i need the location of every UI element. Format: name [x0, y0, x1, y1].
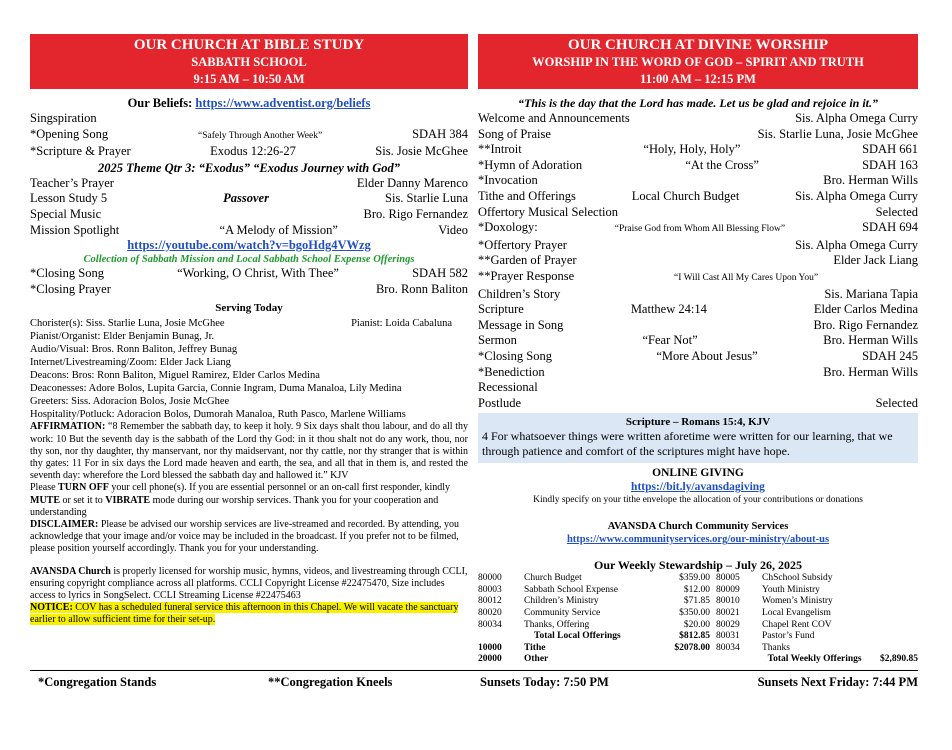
stewardship-row — [478, 643, 918, 655]
program-item: **Introit — [478, 142, 522, 157]
stewardship-label: Church Budget — [524, 573, 582, 584]
program-item: Tithe and Offerings — [478, 188, 576, 203]
program-row — [30, 223, 468, 239]
program-detail: “Working, O Christ, With Thee” — [177, 266, 339, 281]
stewardship-label: Community Service — [524, 608, 601, 619]
program-row — [478, 349, 918, 365]
program-detail: “Safely Through Another Week” — [198, 130, 323, 141]
stewardship-code-2: 80031 — [716, 631, 740, 642]
program-leader: Sis. Josie McGhee — [375, 144, 468, 159]
program-list-2 — [30, 176, 468, 238]
program-detail: “I Will Cast All My Cares Upon You” — [674, 272, 819, 283]
program-item: *Doxology: — [478, 220, 538, 235]
program-item: Song of Praise — [478, 126, 551, 141]
program-item: *Benediction — [478, 364, 545, 379]
weekly-total-cell — [644, 654, 918, 666]
program-item: *Scripture & Prayer — [30, 144, 131, 159]
program-leader: SDAH 582 — [412, 266, 468, 281]
program-leader: Sis. Starlie Luna — [385, 191, 468, 206]
stewardship-label-2: Thanks — [762, 642, 790, 653]
program-row — [30, 207, 468, 223]
program-row — [478, 220, 918, 238]
program-leader: Bro. Herman Wills — [823, 333, 918, 348]
stewardship-code-2: 80010 — [716, 596, 740, 607]
disclaimer-label: DISCLAIMER: — [30, 518, 99, 530]
phone-notice — [30, 482, 468, 519]
notice-label: NOTICE: — [30, 602, 73, 614]
stewardship-row — [478, 620, 918, 632]
program-row — [30, 144, 468, 160]
header-subtitle: WORSHIP IN THE WORD OF GOD – SPIRIT AND TRUTH — [532, 55, 864, 69]
stewardship-label: Other — [524, 654, 549, 665]
program-item: **Prayer Response — [478, 268, 575, 283]
program-row — [30, 282, 468, 298]
program-row — [478, 253, 918, 269]
program-leader: Sis. Alpha Omega Curry — [795, 111, 918, 125]
program-item: Mission Spotlight — [30, 222, 120, 237]
program-row — [478, 142, 918, 158]
program-row — [478, 396, 918, 412]
program-leader: Sis. Mariana Tapia — [824, 286, 918, 301]
scripture-title: Scripture – Romans 15:4, KJV — [625, 416, 771, 429]
sunset-today: Sunsets Today: 7:50 PM — [480, 675, 609, 689]
giving-note: Kindly specify on your tithe envelope the allocation of your contributions or donations — [533, 495, 863, 506]
program-row — [478, 205, 918, 221]
header-subtitle: SABBATH SCHOOL — [191, 55, 307, 69]
program-leader: Sis. Alpha Omega Curry — [795, 188, 918, 203]
stewardship-row — [478, 596, 918, 608]
stewardship-amount: $71.85 — [683, 596, 710, 607]
program-leader: SDAH 245 — [862, 348, 918, 363]
program-row — [478, 238, 918, 254]
serving-item: Audio/Visual: Bros. Ronn Baliton, Jeffrey Bunag — [30, 344, 238, 356]
program-leader: Selected — [875, 204, 918, 219]
program-item: Postlude — [478, 395, 522, 410]
program-row — [30, 191, 468, 207]
stewardship-code: 80003 — [478, 584, 502, 595]
stewardship-label-2: Women’s Ministry — [762, 596, 833, 607]
license-label: AVANSDA Church — [30, 565, 111, 577]
online-giving-title: ONLINE GIVING — [652, 467, 744, 480]
program-row — [478, 380, 918, 396]
serving-item: Deaconesses: Adore Bolos, Lupita Garcia, Connie Ingram, Duma Manaloa, Lily Medina — [30, 383, 402, 395]
program-row — [478, 318, 918, 334]
stewardship-code: 80000 — [478, 573, 502, 584]
footer-divider — [30, 670, 918, 671]
stewardship-row — [478, 585, 918, 597]
header-time: 9:15 AM – 10:50 AM — [193, 72, 305, 86]
stewardship-amount: $350.00 — [679, 608, 710, 619]
program-list-3 — [30, 266, 468, 297]
weekly-total-amount: $2,890.85 — [880, 654, 918, 665]
stewardship-row — [478, 573, 918, 585]
program-row — [478, 189, 918, 205]
stewardship-code-2: 80034 — [716, 642, 740, 653]
program-item: *Closing Song — [30, 266, 104, 281]
stewardship-title: Our Weekly Stewardship – July 26, 2025 — [594, 558, 802, 573]
beliefs-line — [30, 95, 468, 111]
theme-line: 2025 Theme Qtr 3: “Exodus” “Exodus Journey with God” — [97, 160, 401, 175]
notice-text: COV has a scheduled funeral service this afternoon in this Chapel. We will vacate the sanctuary earlier to allow sufficient time for their set-up. — [30, 602, 459, 626]
chorister: Chorister(s): Siss. Starlie Luna, Josie McGhee — [30, 318, 225, 330]
program-row — [30, 266, 468, 282]
divine-worship-column — [478, 34, 918, 666]
program-item: Offertory Musical Selection — [478, 204, 619, 219]
stewardship-total-row — [478, 654, 918, 666]
collection-note: Collection of Sabbath Mission and Local Sabbath School Expense Offerings — [83, 254, 415, 266]
program-item: *Opening Song — [30, 126, 109, 141]
beliefs-link[interactable]: https://www.adventist.org/beliefs — [195, 96, 371, 110]
program-item: Singspiration — [30, 111, 97, 125]
worship-program-list — [478, 111, 918, 411]
program-item: *Hymn of Adoration — [478, 157, 583, 172]
serving-item: Greeters: Siss. Adoracion Bolos, Josie McGhee — [30, 396, 230, 408]
youtube-link-row — [30, 238, 468, 253]
stewardship-label-2: Local Evangelism — [762, 608, 831, 619]
program-detail: “A Melody of Mission” — [219, 222, 338, 237]
community-services-title: AVANSDA Church Community Services — [607, 521, 789, 533]
program-leader: SDAH 163 — [862, 157, 918, 172]
stewardship-code: 10000 — [478, 642, 502, 653]
program-leader: Bro. Herman Wills — [823, 364, 918, 379]
program-detail: “At the Cross” — [685, 157, 759, 172]
program-row — [30, 111, 468, 127]
stewardship-amount: $12.00 — [683, 584, 710, 595]
program-leader: Sis. Alpha Omega Curry — [795, 237, 918, 252]
phone-text-3: or set it to — [60, 494, 106, 506]
header-title: OUR CHURCH AT BIBLE STUDY — [133, 37, 365, 53]
program-row — [30, 176, 468, 192]
program-detail: “Fear Not” — [642, 333, 698, 348]
stewardship-label: Children’s Ministry — [524, 596, 599, 607]
stewardship-label-2: Pastor’s Fund — [762, 631, 815, 642]
stewardship-code: 80020 — [478, 608, 502, 619]
program-row — [478, 287, 918, 303]
stewardship-amount: $2078.00 — [674, 642, 710, 653]
congregation-stands-note: *Congregation Stands — [38, 675, 157, 689]
stewardship-code-2: 80021 — [716, 608, 740, 619]
phone-bold-2: MUTE — [30, 494, 60, 506]
program-row — [478, 173, 918, 189]
program-item: Message in Song — [478, 317, 564, 332]
program-item: Children’s Story — [478, 286, 561, 301]
program-leader: Bro. Herman Wills — [823, 173, 918, 188]
serving-item: Hospitality/Potluck: Adoracion Bolos, Dumorah Manaloa, Ruth Pasco, Marlene Williams — [30, 409, 406, 421]
program-leader: Bro. Rigo Fernandez — [813, 317, 918, 332]
disclaimer — [30, 519, 468, 556]
serving-item: Pianist/Organist: Elder Benjamin Bunag, Jr. — [30, 331, 215, 343]
stewardship-code: 80012 — [478, 596, 502, 607]
stewardship-code — [478, 631, 524, 643]
program-row — [478, 302, 918, 318]
phone-bold-1: TURN OFF — [58, 482, 109, 494]
scripture-box — [478, 413, 918, 463]
program-leader: SDAH 661 — [862, 142, 918, 157]
serving-item: Deacons: Bros: Ronn Baliton, Miguel Ramirez, Elder Carlos Medina — [30, 370, 320, 382]
program-row — [478, 111, 918, 127]
program-item: *Offertory Prayer — [478, 237, 567, 252]
sunset-next-friday: Sunsets Next Friday: 7:44 PM — [757, 675, 918, 689]
program-leader: Elder Jack Liang — [833, 253, 918, 268]
program-item: *Closing Song — [478, 348, 552, 363]
program-item: Welcome and Announcements — [478, 111, 630, 125]
program-list-1 — [30, 111, 468, 160]
youtube-link[interactable]: https://youtube.com/watch?v=bgoHdg4VWzg — [127, 238, 371, 253]
pianist: Pianist: Loida Cabaluna — [351, 318, 452, 330]
program-detail: Exodus 12:26-27 — [210, 144, 296, 159]
program-item: Special Music — [30, 206, 102, 221]
program-row — [478, 365, 918, 381]
program-detail: Matthew 24:14 — [630, 302, 707, 317]
program-leader: Sis. Starlie Luna, Josie McGhee — [757, 126, 918, 141]
giving-link[interactable]: https://bit.ly/avansdagiving — [631, 481, 765, 494]
stewardship-row — [478, 608, 918, 620]
program-detail: “Holy, Holy, Holy” — [643, 142, 741, 157]
program-detail: Local Church Budget — [631, 188, 740, 203]
phone-text-1: Please — [30, 482, 59, 494]
program-item: Lesson Study 5 — [30, 191, 108, 206]
stewardship-amount: $812.85 — [679, 631, 710, 642]
stewardship-code-2: 80009 — [716, 584, 740, 595]
phone-text-2: your cell phone(s). If you are essential personnel or an on-call first responder, kindly — [108, 482, 451, 494]
serving-title: Serving Today — [215, 302, 283, 315]
affirmation-label: AFFIRMATION: — [30, 421, 106, 433]
program-row — [478, 269, 918, 287]
stewardship-label-2: Chapel Rent COV — [762, 619, 832, 630]
program-item: Teacher’s Prayer — [30, 175, 114, 190]
worship-quote: “This is the day that the Lord has made. Let us be glad and rejoice in it.” — [517, 96, 878, 110]
program-item: *Invocation — [478, 173, 538, 188]
beliefs-label: Our Beliefs: — [127, 96, 193, 110]
bible-study-header — [30, 34, 468, 89]
stewardship-code-2: 80005 — [716, 573, 740, 584]
stewardship-amount: $359.00 — [679, 573, 710, 584]
stewardship-row — [478, 631, 918, 643]
program-leader: SDAH 384 — [412, 126, 468, 141]
stewardship-label-2: ChSchool Subsidy — [762, 573, 833, 584]
stewardship-code-2: 80029 — [716, 619, 740, 630]
giving-link-row — [478, 480, 918, 494]
affirmation — [30, 421, 468, 482]
program-row — [478, 127, 918, 143]
scripture-text: 4 For whatsoever things were written aforetime were written for our learning, that we through patience and comfort of the scriptures might have hope. — [482, 429, 893, 459]
phone-bold-3: VIBRATE — [105, 494, 151, 506]
stewardship-label: Sabbath School Expense — [524, 584, 618, 595]
program-detail: “Praise God from Whom All Blessing Flow” — [614, 224, 786, 235]
stewardship-label: Total Local Offerings — [534, 631, 621, 642]
stewardship-label-2: Youth Ministry — [762, 584, 820, 595]
program-item: Sermon — [478, 333, 517, 348]
license-text: is properly licensed for worship music, hymns, videos, and livestreaming through CCLI, ensuring copyright compliance across all platforms. CCLI Copyright License #22475470, Size includes access to lyrics in SongSelect. CCLI Streaming License #22475463 — [30, 565, 468, 601]
program-row — [478, 158, 918, 174]
program-item: **Garden of Prayer — [478, 253, 577, 268]
divine-worship-header — [478, 34, 918, 89]
weekly-total-label: Total Weekly Offerings — [767, 654, 862, 665]
community-services-link-row — [478, 533, 918, 546]
bible-study-column — [30, 34, 468, 627]
disclaimer-text: Please be advised our worship services are live-streamed and recorded. By attending, you acknowledge that your image and/or voice may be included in the broadcast. If you prefer not to be filmed, please position yourself accordingly. Thank you for your understanding. — [30, 518, 460, 555]
program-row — [478, 333, 918, 349]
serving-item: Internet/Livestreaming/Zoom: Elder Jack Liang — [30, 357, 231, 369]
program-row — [30, 127, 468, 145]
program-item: *Closing Prayer — [30, 281, 111, 296]
program-leader: SDAH 694 — [862, 220, 918, 235]
phone-text-4: mode during our worship services. Thank you for your cooperation and understanding — [30, 494, 439, 518]
stewardship-amount: $20.00 — [683, 619, 710, 630]
serving-list — [30, 330, 468, 421]
stewardship-code: 80034 — [478, 619, 502, 630]
program-leader: Selected — [875, 395, 918, 410]
notice — [30, 602, 468, 626]
program-leader: Bro. Rigo Fernandez — [363, 206, 468, 221]
program-detail: “More About Jesus” — [656, 348, 758, 363]
header-title: OUR CHURCH AT DIVINE WORSHIP — [567, 37, 829, 53]
program-leader: Elder Danny Marenco — [356, 175, 468, 190]
program-detail: Passover — [223, 191, 269, 206]
stewardship-label: Tithe — [524, 642, 546, 653]
stewardship-table — [478, 573, 918, 666]
program-item: Scripture — [478, 302, 524, 317]
chorister-row — [30, 317, 468, 330]
program-leader: Video — [438, 222, 468, 237]
program-leader: Elder Carlos Medina — [813, 302, 918, 317]
congregation-kneels-note: **Congregation Kneels — [268, 675, 393, 689]
program-leader: Bro. Ronn Baliton — [375, 281, 468, 296]
header-time: 11:00 AM – 12:15 PM — [640, 72, 756, 86]
stewardship-label: Thanks, Offering — [524, 619, 590, 630]
program-item: Recessional — [478, 380, 538, 395]
affirmation-text: “8 Remember the sabbath day, to keep it holy. 9 Six days shalt thou labour, and do all thy work: 10 But the seventh day is the sabbath of the Lord thy God: in it thou shalt not do any work, thou, nor thy son, nor thy daughter, thy manservant, nor thy maidservant, nor thy cattle, nor thy stranger that is within thy gates: 11 For in six days the Lord made heaven and earth, the sea, and all that in them is, and rested the seventh day: wherefore the Lord blessed the sabbath day and hallowed it.” KJV — [30, 421, 469, 482]
stewardship-code: 20000 — [478, 654, 502, 665]
license-note — [30, 566, 468, 603]
community-services-link[interactable]: https://www.communityservices.org/our-ministry/about-us — [566, 534, 830, 546]
